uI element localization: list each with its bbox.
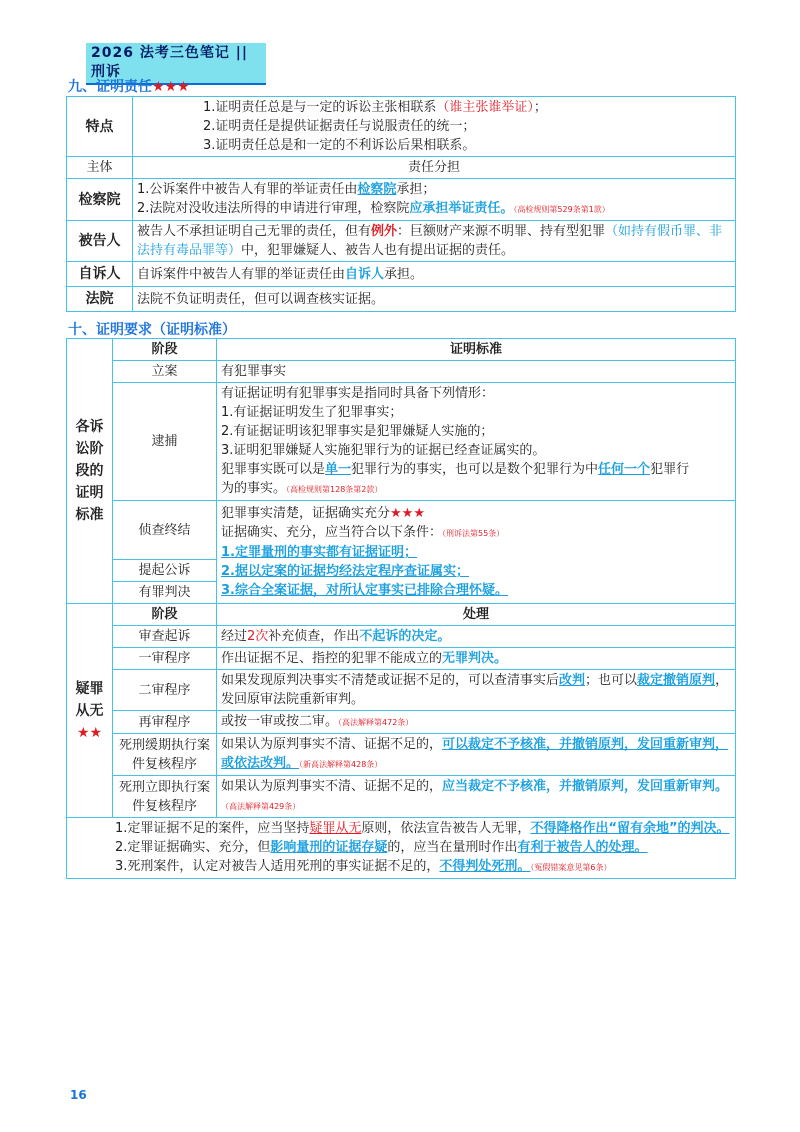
review-prosecution-row — [67, 626, 736, 648]
doubt-table — [66, 603, 736, 879]
private-prosecutor-row — [67, 262, 736, 287]
death-reprieve-stage: 死刑缓期执行案件复核程序 — [113, 734, 217, 776]
defendant-content: 被告人不承担证明自己无罪的责任，但有例外：巨额财产来源不明罪、持有型犯罪（如持有假币罪、非法持有毒品罪等）中，犯罪嫌疑人、被告人也有提出证据的责任。 — [133, 221, 736, 262]
review-prosecution-stage: 审查起诉 — [113, 626, 217, 648]
filing-standard: 有犯罪事实 — [217, 361, 736, 383]
subject-head: 主体 — [67, 157, 133, 179]
prosecution-stage: 提起公诉 — [113, 560, 217, 582]
doubt-head-row — [67, 604, 736, 626]
defendant-label: 被告人 — [67, 221, 133, 262]
standard-side-label: 各诉 讼阶 段的 证明 标准 — [67, 339, 113, 604]
second-instance-row — [67, 670, 736, 711]
death-immediate-handling: 如果认为原判事实不清、证据不足的，应当裁定不予核准，并撤销原判，发回重新审判。（高法解释第429条） — [217, 776, 736, 818]
arrest-standard: 有证据证明有犯罪事实是指同时具备下列情形： 1.有证据证明发生了犯罪事实； 2.有证据证明该犯罪事实是犯罪嫌疑人实施的； 3.证明犯罪嫌疑人实施犯罪行为的证据已经查证属实的。 犯罪事实既可以是单一犯罪行为的事实，也可以是数个犯罪行为中任何一个犯罪行 为的事实。（高检规则第128条第2款） — [217, 383, 736, 501]
first-instance-row — [67, 648, 736, 670]
section-9-title-text: 九、证明责任 — [68, 79, 152, 95]
court-content: 法院不负证明责任，但可以调查核实证据。 — [133, 287, 736, 312]
procuratorate-content: 1.公诉案件中被告人有罪的举证责任由检察院承担； 2.法院对没收违法所得的申请进行审理，检察院应承担举证责任。（高检规则第529条第1款） — [133, 179, 736, 221]
filing-row — [67, 361, 736, 383]
header-banner — [86, 43, 266, 80]
burden-head-row — [67, 157, 736, 179]
standard-head: 证明标准 — [217, 339, 736, 361]
retrial-row — [67, 711, 736, 734]
doubt-side-label: 疑罪 从无 ★★ — [67, 604, 113, 818]
first-instance-stage: 一审程序 — [113, 648, 217, 670]
first-instance-handling: 作出证据不足、指控的犯罪不能成立的无罪判决。 — [217, 648, 736, 670]
features-row — [67, 97, 736, 157]
death-immediate-stage: 死刑立即执行案件复核程序 — [113, 776, 217, 818]
death-reprieve-row — [67, 734, 736, 776]
page-number: 16 — [70, 1088, 87, 1102]
doubt-extra-row — [67, 818, 736, 879]
investigation-end-row — [67, 501, 736, 560]
investigation-end-stage: 侦查终结 — [113, 501, 217, 560]
retrial-stage: 再审程序 — [113, 711, 217, 734]
header-title: 2026 法考三色笔记 || 刑诉 — [86, 43, 266, 85]
features-label: 特点 — [67, 97, 133, 157]
court-row — [67, 287, 736, 312]
standard-table — [66, 338, 736, 604]
star-rating: ★★★ — [152, 79, 190, 95]
procuratorate-label: 检察院 — [67, 179, 133, 221]
section-10-title: 十、证明要求（证明标准） — [68, 322, 236, 338]
section-9-title — [68, 78, 190, 97]
procuratorate-row — [67, 179, 736, 221]
standard-head-row — [67, 339, 736, 361]
arrest-stage: 逮捕 — [113, 383, 217, 501]
features-content: 1.证明责任总是与一定的诉讼主张相联系（谁主张谁举证）； 2.证明责任是提供证据责任与说服责任的统一； 3.证明责任总是和一定的不利诉讼后果相联系。 — [133, 97, 736, 157]
second-instance-handling: 如果发现原判决事实不清楚或证据不足的，可以查清事实后改判；也可以裁定撤销原判，发回原审法院重新审判。 — [217, 670, 736, 711]
guilty-verdict-stage: 有罪判决 — [113, 582, 217, 604]
private-prosecutor-content: 自诉案件中被告人有罪的举证责任由自诉人承担。 — [133, 262, 736, 287]
death-reprieve-handling: 如果认为原判事实不清、证据不足的，可以裁定不予核准，并撤销原判，发回重新审判，或依法改判。（新高法解释第428条） — [217, 734, 736, 776]
doubt-extra-content: 1.定罪证据不足的案件，应当坚持疑罪从无原则，依法宣告被告人无罪，不得降格作出“留有余地”的判决。 2.定罪证据确实、充分，但影响量刑的证据存疑的，应当在量刑时作出有利于被告人的处理。 3.死刑案件，认定对被告人适用死刑的事实证据不足的，不得判处死刑。（冤假错案意见第6条） — [67, 818, 736, 879]
second-instance-stage: 二审程序 — [113, 670, 217, 711]
court-label: 法院 — [67, 287, 133, 312]
private-prosecutor-label: 自诉人 — [67, 262, 133, 287]
conviction-standard: 犯罪事实清楚，证据确实充分★★★ 证据确实、充分，应当符合以下条件：（刑诉法第55条） 1.定罪量刑的事实都有证据证明； 2.据以定案的证据均经法定程序查证属实； 3.综合全案证据，对所认定事实已排除合理怀疑。 — [217, 501, 736, 604]
doubt-handling-head: 处理 — [217, 604, 736, 626]
death-immediate-row — [67, 776, 736, 818]
stage-head: 阶段 — [113, 339, 217, 361]
burden-table — [66, 96, 736, 312]
retrial-handling: 或按一审或按二审。（高法解释第472条） — [217, 711, 736, 734]
filing-stage: 立案 — [113, 361, 217, 383]
doubt-stage-head: 阶段 — [113, 604, 217, 626]
arrest-row — [67, 383, 736, 501]
defendant-row — [67, 221, 736, 262]
burden-head: 责任分担 — [133, 157, 736, 179]
review-prosecution-handling: 经过2次补充侦查，作出不起诉的决定。 — [217, 626, 736, 648]
